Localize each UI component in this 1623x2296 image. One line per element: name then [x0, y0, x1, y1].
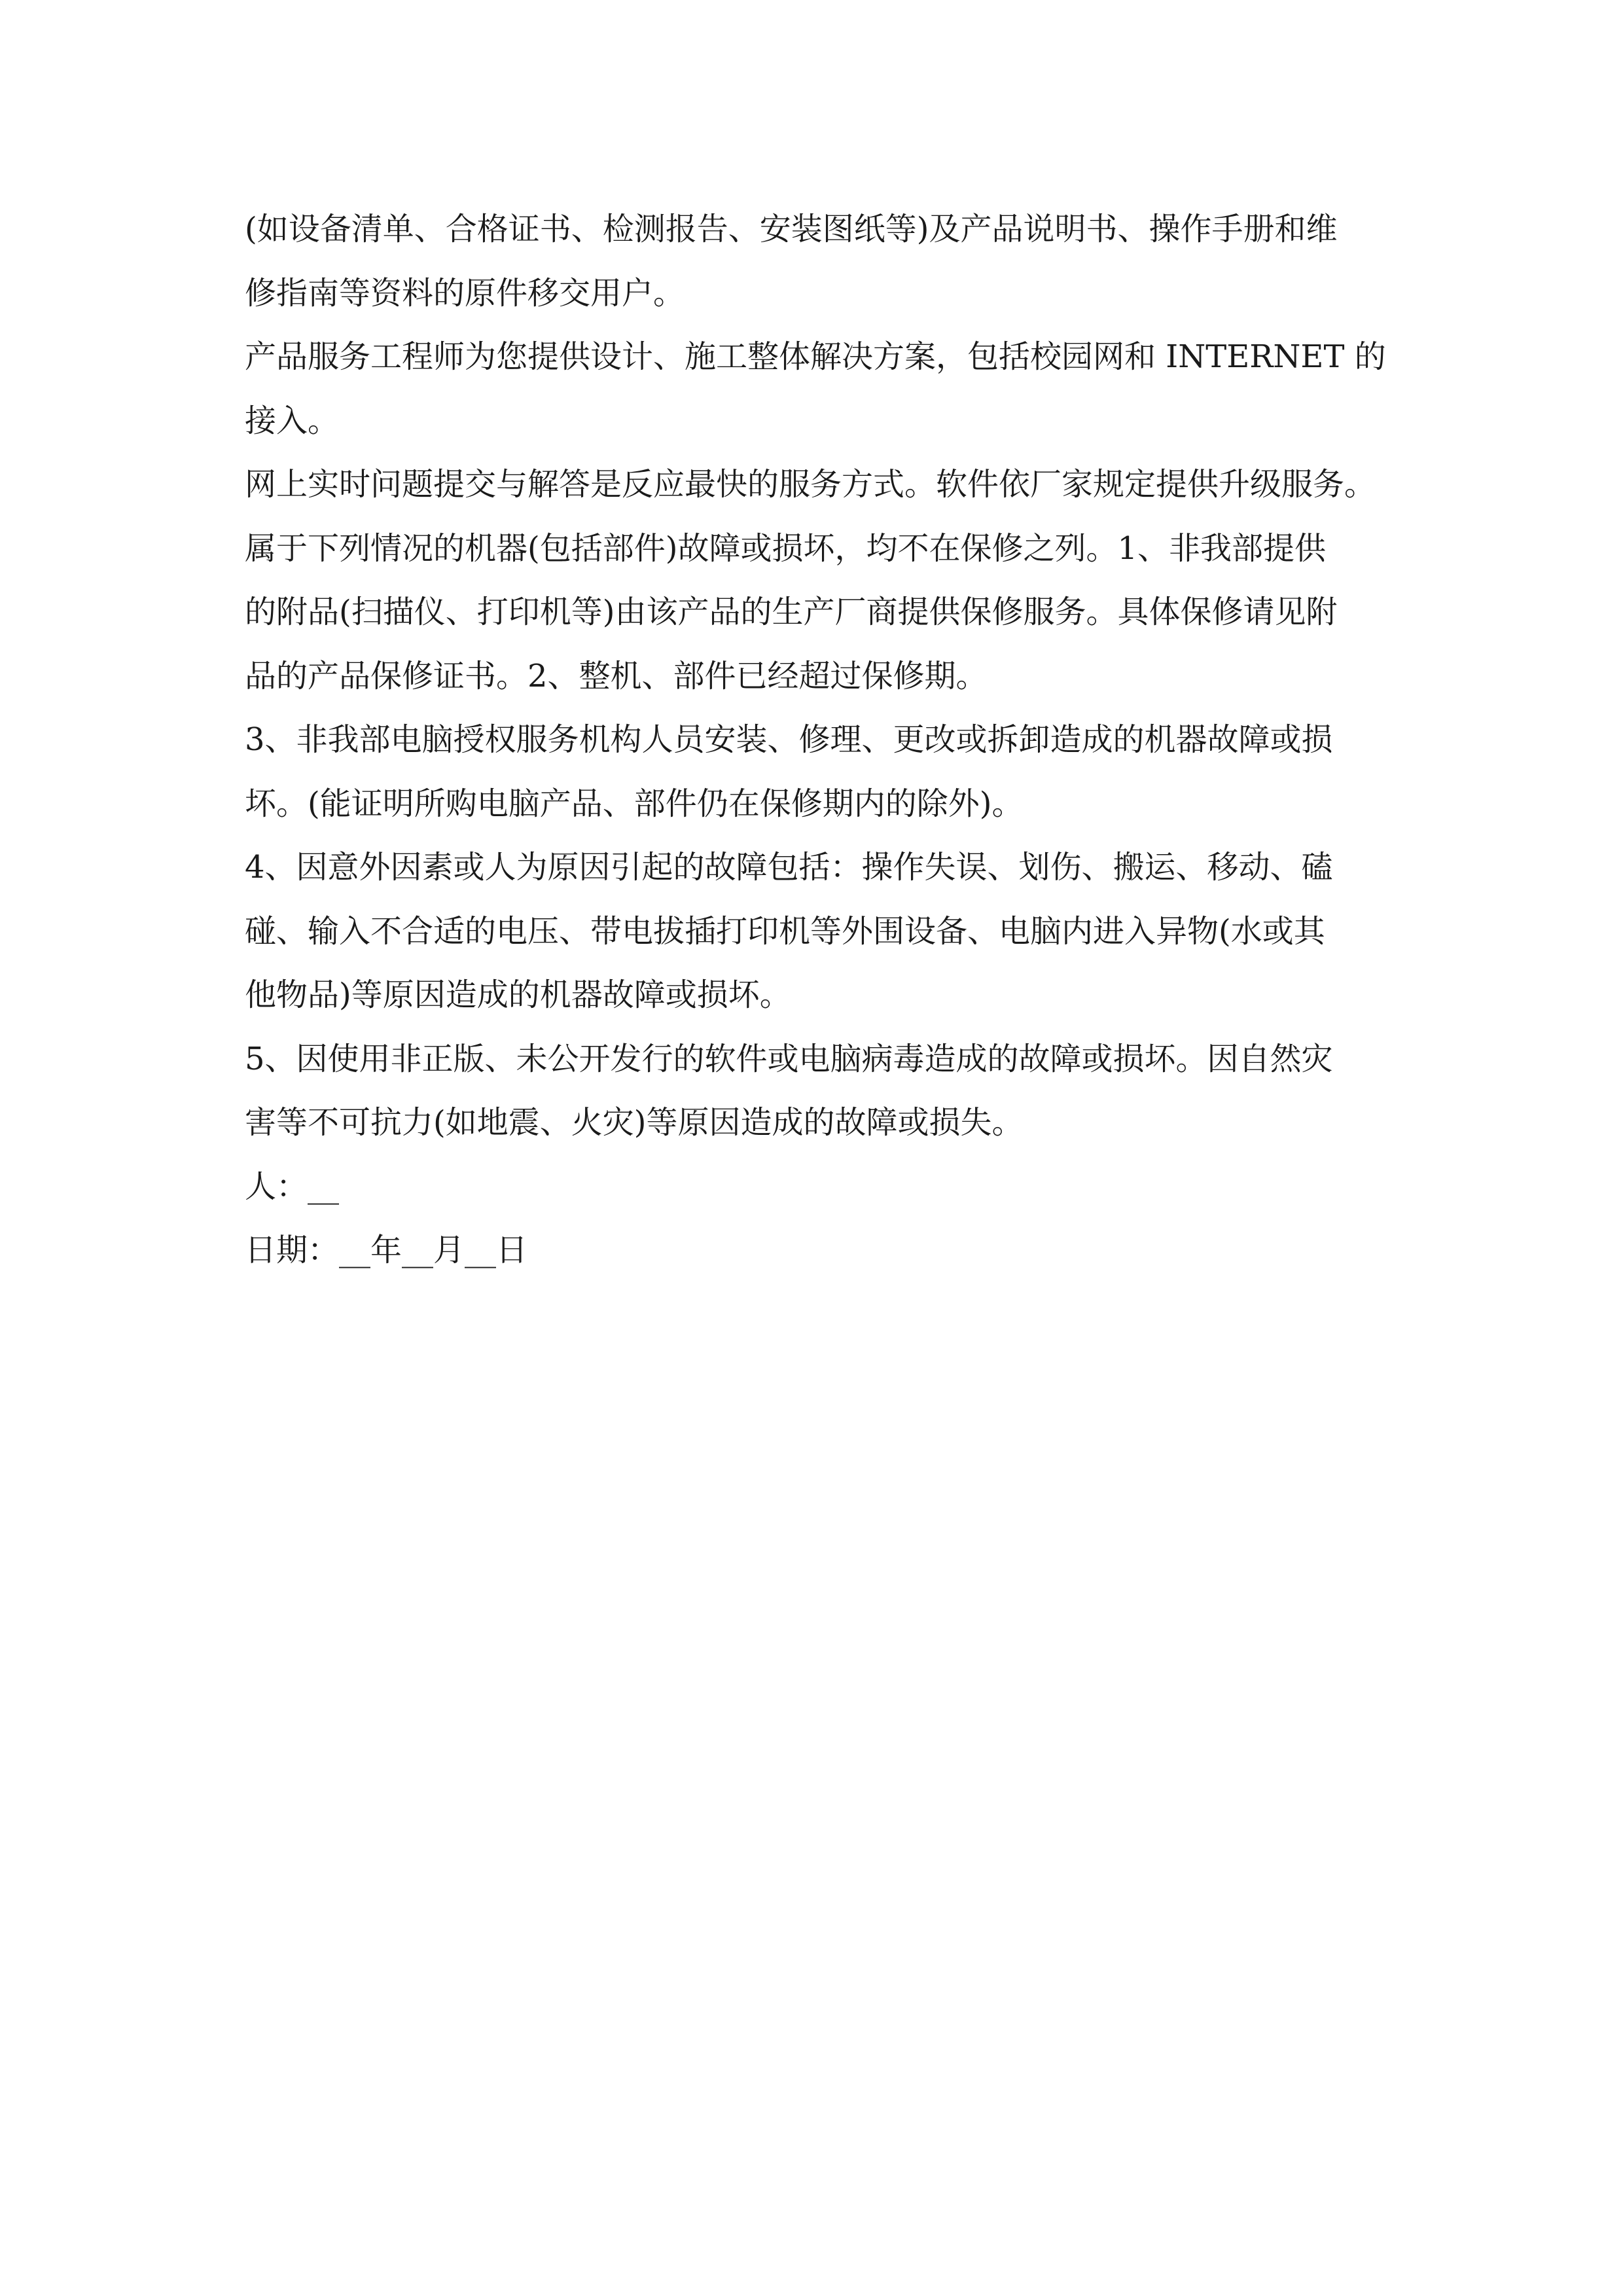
signature-line: 人：__ [245, 1168, 340, 1205]
text-line: 品的产品保修证书。2、整机、部件已经超过保修期。 [245, 657, 988, 694]
text-line: 害等不可抗力(如地震、火灾)等原因造成的故障或损失。 [245, 1104, 1024, 1141]
text-line: 属于下列情况的机器(包括部件)故障或损坏，均不在保修之列。1、非我部提供 [245, 529, 1326, 567]
text-line: 5、因使用非正版、未公开发行的软件或电脑病毒造成的故障或损坏。因自然灾 [245, 1040, 1333, 1077]
text-line: 网上实时问题提交与解答是反应最快的服务方式。软件依厂家规定提供升级服务。 [245, 466, 1376, 503]
text-line: 接入。 [245, 402, 340, 439]
text-line: 修指南等资料的原件移交用户。 [245, 274, 685, 312]
text-line: 产品服务工程师为您提供设计、施工整体解决方案，包括校园网和 INTERNET 的 [245, 338, 1386, 375]
text-line: 坏。(能证明所购电脑产品、部件仍在保修期内的除外)。 [245, 785, 1024, 822]
text-line: 4、因意外因素或人为原因引起的故障包括：操作失误、划伤、搬运、移动、磕 [245, 849, 1333, 886]
date-line: 日期：__年__月__日 [245, 1232, 528, 1268]
body-text [245, 198, 1386, 1283]
text-line: (如设备清单、合格证书、检测报告、安装图纸等)及产品说明书、操作手册和维 [245, 211, 1338, 247]
text-line: 他物品)等原因造成的机器故障或损坏。 [245, 977, 791, 1013]
text-line: 碰、输入不合适的电压、带电拔插打印机等外围设备、电脑内进入异物(水或其 [245, 912, 1325, 950]
text-line: 3、非我部电脑授权服务机构人员安装、修理、更改或拆卸造成的机器故障或损 [245, 721, 1333, 758]
text-line: 的附品(扫描仪、打印机等)由该产品的生产厂商提供保修服务。具体保修请见附 [245, 594, 1338, 630]
